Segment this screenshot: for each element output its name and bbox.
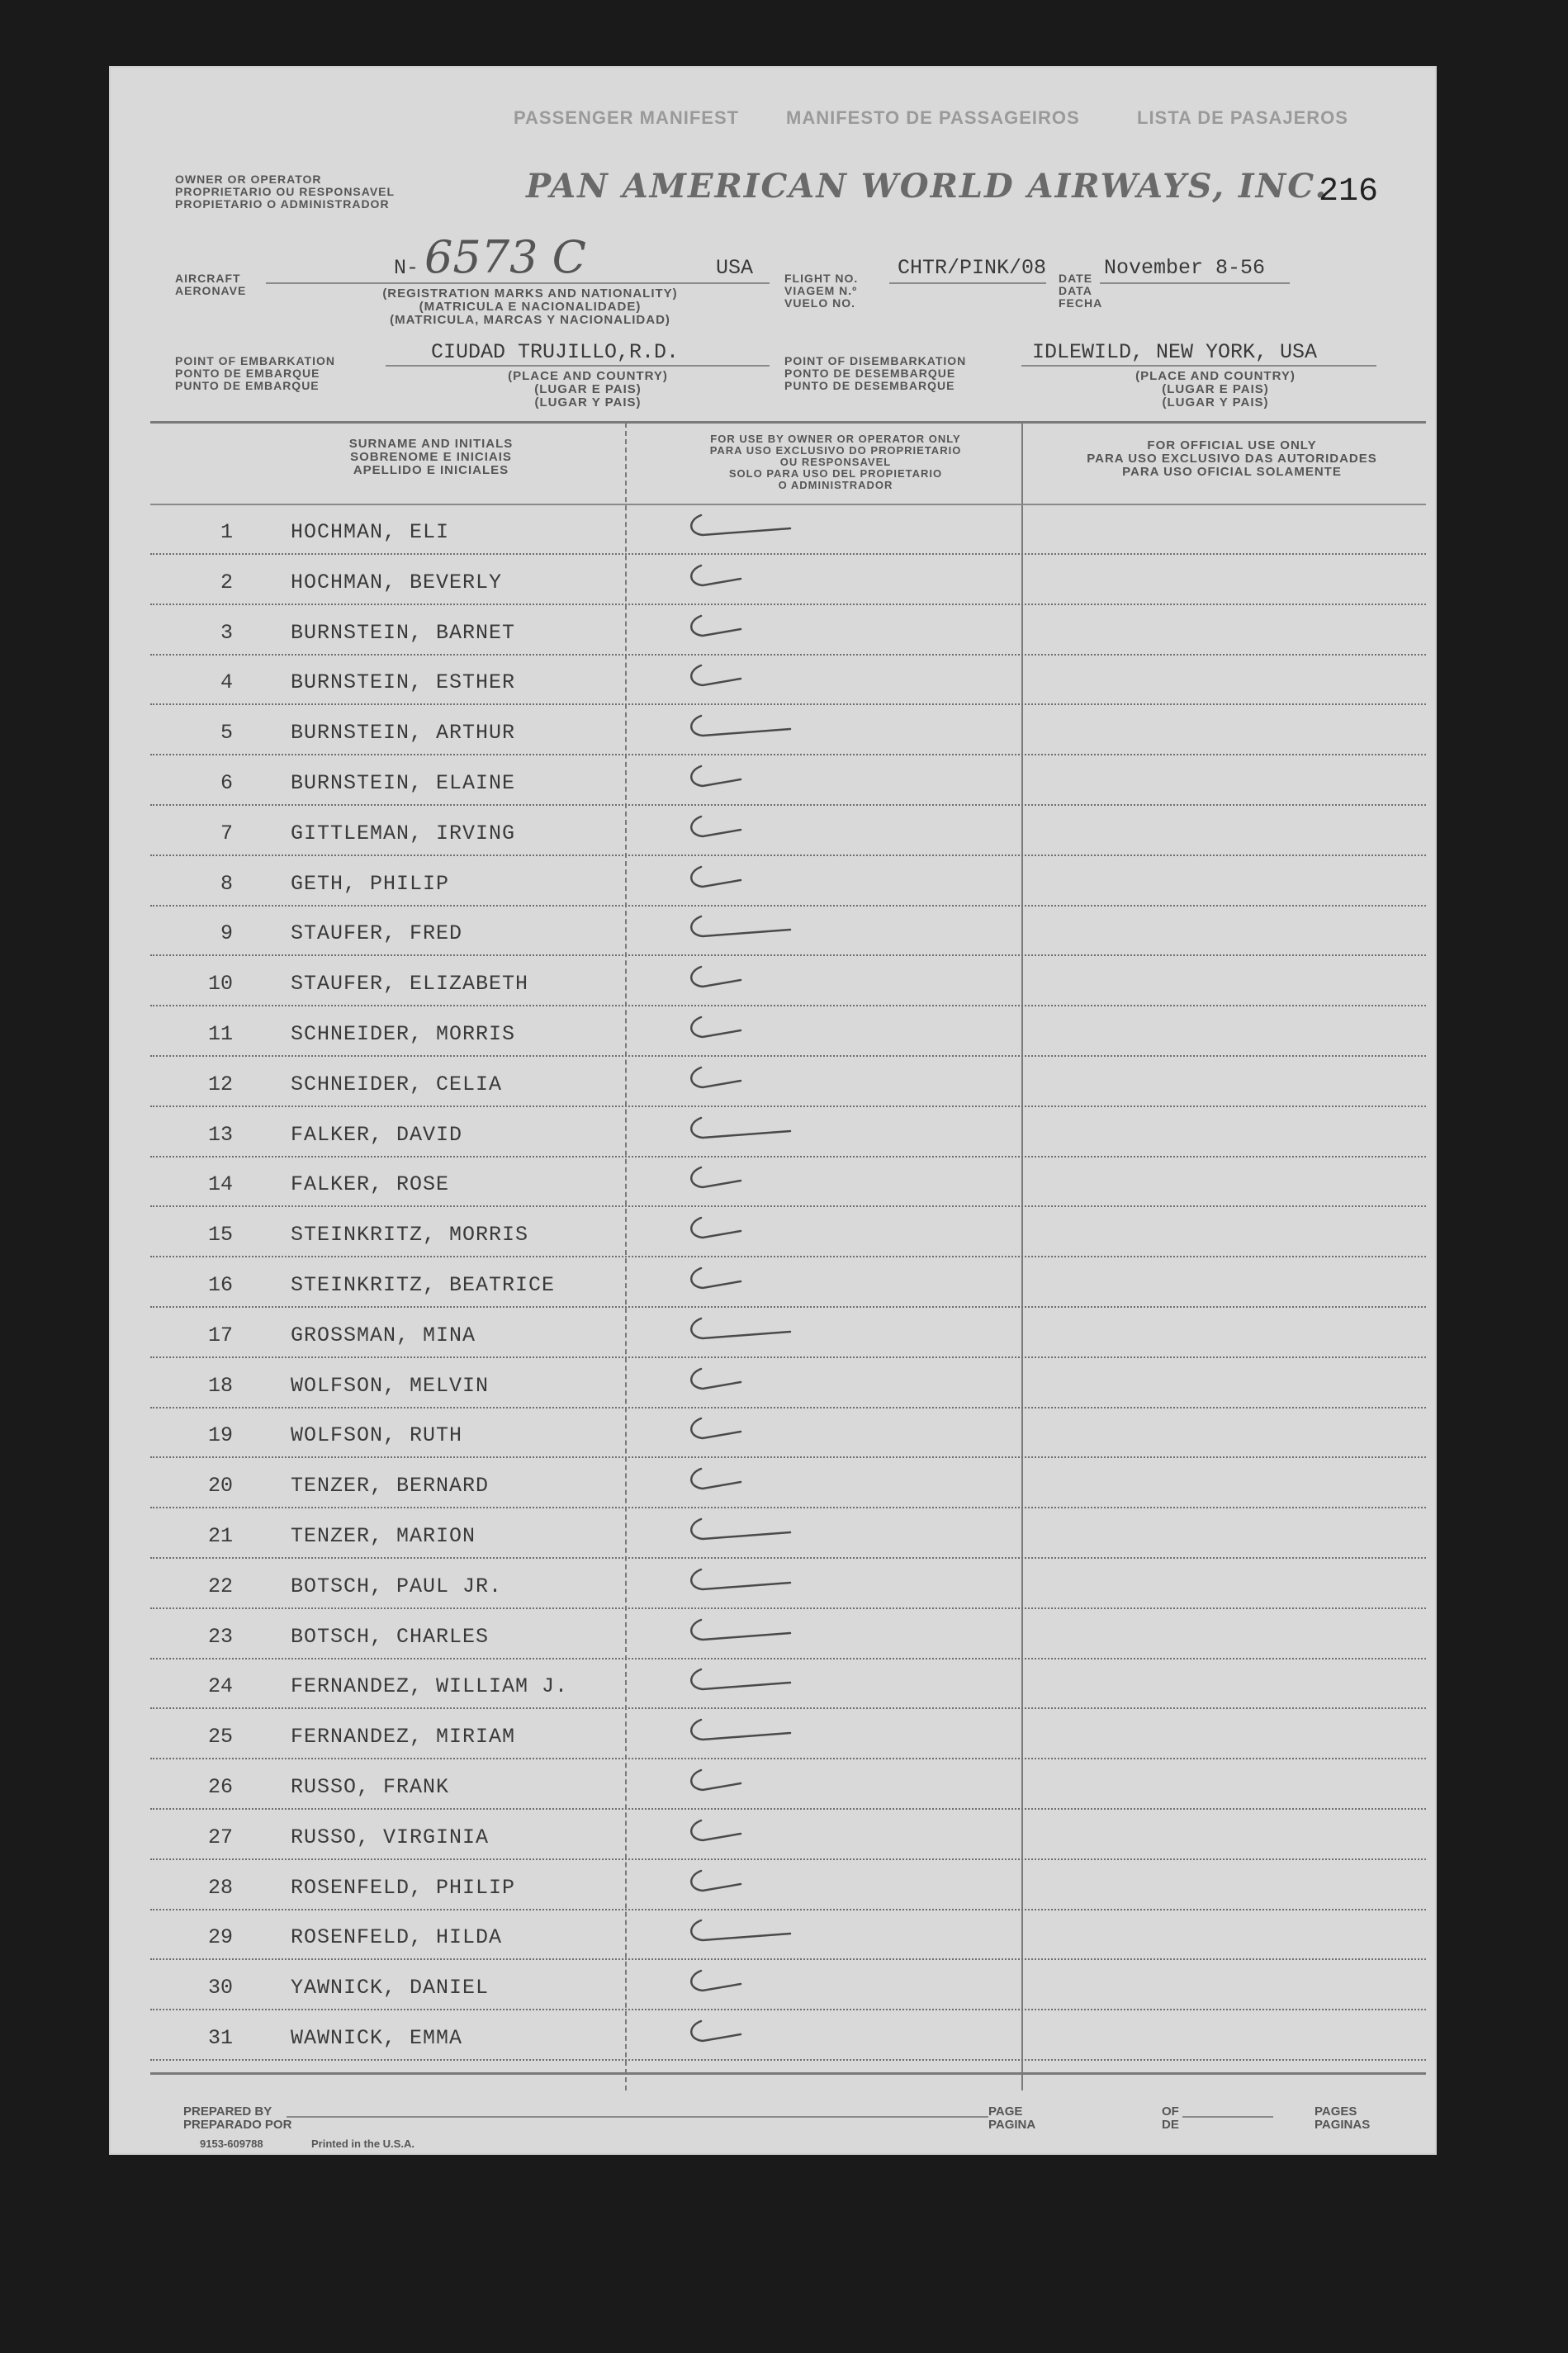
table-row xyxy=(150,1006,1426,1057)
disembarkation-place: IDLEWILD, NEW YORK, USA xyxy=(1032,340,1318,364)
table-row xyxy=(150,1106,1426,1158)
passenger-name: BURNSTEIN, ESTHER xyxy=(291,670,516,695)
row-number: 10 xyxy=(207,972,233,997)
check-mark-icon xyxy=(683,1713,798,1746)
row-number: 7 xyxy=(220,821,233,845)
embarkation-caption: (PLACE AND COUNTRY) (LUGAR E PAIS) (LUGAR Y PAIS) xyxy=(508,369,668,410)
embarkation-place: CIUDAD TRUJILLO,R.D. xyxy=(431,340,680,364)
check-mark-icon xyxy=(683,2014,798,2048)
passenger-name: SCHNEIDER, MORRIS xyxy=(291,1022,516,1046)
row-number: 29 xyxy=(207,1925,233,1950)
check-mark-icon xyxy=(683,509,798,542)
check-mark-icon xyxy=(683,860,798,893)
passenger-name: ROSENFELD, HILDA xyxy=(291,1925,503,1950)
table-row xyxy=(150,1407,1426,1458)
passenger-name: STAUFER, ELIZABETH xyxy=(291,972,529,997)
passenger-name: RUSSO, VIRGINIA xyxy=(291,1825,490,1849)
table-row xyxy=(150,1658,1426,1709)
row-number: 4 xyxy=(220,670,233,695)
row-number: 15 xyxy=(207,1223,233,1248)
check-mark-icon xyxy=(683,960,798,993)
check-mark-icon xyxy=(683,1262,798,1295)
check-mark-icon xyxy=(683,1814,798,1847)
page-label: PAGE PAGINA xyxy=(988,2104,1036,2132)
check-mark-icon xyxy=(683,709,798,742)
passenger-name: ROSENFELD, PHILIP xyxy=(291,1875,516,1900)
row-number: 22 xyxy=(207,1574,233,1598)
passenger-name: WOLFSON, MELVIN xyxy=(291,1373,490,1398)
table-row xyxy=(150,704,1426,755)
table-row xyxy=(150,805,1426,856)
check-mark-icon xyxy=(683,1563,798,1596)
passenger-name: FALKER, ROSE xyxy=(291,1172,450,1197)
check-mark-icon xyxy=(683,1011,798,1044)
passenger-name: STAUFER, FRED xyxy=(291,921,463,946)
passenger-name: WAWNICK, EMMA xyxy=(291,2026,463,2050)
passenger-name: HOCHMAN, ELI xyxy=(291,520,450,544)
title-english: PASSENGER MANIFEST xyxy=(514,107,740,128)
table-row xyxy=(150,1206,1426,1257)
passenger-name: STEINKRITZ, BEATRICE xyxy=(291,1273,556,1297)
check-mark-icon xyxy=(683,1663,798,1696)
row-number: 6 xyxy=(220,771,233,795)
disembarkation-caption: (PLACE AND COUNTRY) (LUGAR E PAIS) (LUGAR Y PAIS) xyxy=(1135,369,1296,410)
check-mark-icon xyxy=(683,559,798,592)
sheet-number: 216 xyxy=(1319,173,1379,211)
row-number: 12 xyxy=(207,1072,233,1096)
row-number: 31 xyxy=(207,2026,233,2050)
check-mark-icon xyxy=(683,1513,798,1546)
table-row xyxy=(150,2010,1426,2061)
passenger-name: FALKER, DAVID xyxy=(291,1122,463,1147)
prepared-by-label: PREPARED BY PREPARADO POR xyxy=(183,2104,292,2132)
column-names-header: SURNAME AND INITIALS SOBRENOME E INICIAIS APELLIDO E INICIALES xyxy=(348,437,514,477)
passenger-name: GITTLEMAN, IRVING xyxy=(291,821,516,845)
title-portuguese: MANIFESTO DE PASSAGEIROS xyxy=(786,107,1080,128)
table-row xyxy=(150,1909,1426,1960)
table-row xyxy=(150,1558,1426,1609)
check-mark-icon xyxy=(683,810,798,843)
row-number: 25 xyxy=(207,1725,233,1749)
check-mark-icon xyxy=(683,1061,798,1094)
check-mark-icon xyxy=(683,1914,798,1947)
row-number: 11 xyxy=(207,1022,233,1046)
row-number: 27 xyxy=(207,1825,233,1849)
table-row xyxy=(150,1809,1426,1860)
aircraft-prefix: N- xyxy=(394,256,419,280)
row-number: 17 xyxy=(207,1323,233,1347)
form-code: 9153-609788 xyxy=(200,2138,263,2150)
table-row xyxy=(150,1056,1426,1107)
aircraft-caption: (REGISTRATION MARKS AND NATIONALITY) (MATRICULA E NACIONALIDADE) (MATRICULA, MARCAS Y NACIONALIDAD) xyxy=(382,286,678,327)
table-row xyxy=(150,1457,1426,1508)
passenger-name: BURNSTEIN, ARTHUR xyxy=(291,721,516,746)
pages-label: PAGES PAGINAS xyxy=(1315,2104,1371,2132)
check-mark-icon xyxy=(683,1161,798,1194)
embarkation-label: POINT OF EMBARKATION PONTO DE EMBARQUE PUNTO DE EMBARQUE xyxy=(175,354,335,392)
aircraft-registration: 6573 C xyxy=(424,231,586,283)
row-number: 3 xyxy=(220,620,233,645)
table-row xyxy=(150,654,1426,705)
row-number: 13 xyxy=(207,1122,233,1147)
check-mark-icon xyxy=(683,1462,798,1495)
passenger-name: BURNSTEIN, ELAINE xyxy=(291,771,516,795)
table-row xyxy=(150,1608,1426,1659)
disembarkation-label: POINT OF DISEMBARKATION PONTO DE DESEMBARQUE PUNTO DE DESEMBARQUE xyxy=(784,354,967,392)
check-mark-icon xyxy=(683,659,798,692)
row-number: 24 xyxy=(207,1674,233,1699)
row-number: 1 xyxy=(220,520,233,544)
check-mark-icon xyxy=(683,1362,798,1395)
row-number: 19 xyxy=(207,1423,233,1448)
table-row xyxy=(150,1759,1426,1810)
flight-number: CHTR/PINK/08 xyxy=(898,256,1047,280)
row-number: 30 xyxy=(207,1976,233,2000)
check-mark-icon xyxy=(683,1312,798,1345)
check-mark-icon xyxy=(683,1211,798,1244)
passenger-name: HOCHMAN, BEVERLY xyxy=(291,570,503,594)
check-mark-icon xyxy=(683,760,798,793)
passenger-name: GETH, PHILIP xyxy=(291,871,450,896)
table-row xyxy=(150,604,1426,656)
table-row xyxy=(150,1508,1426,1559)
flight-label: FLIGHT NO. VIAGEM N.º VUELO NO. xyxy=(784,272,859,310)
owner-label: OWNER OR OPERATOR PROPRIETARIO OU RESPONSAVEL PROPIETARIO O ADMINISTRADOR xyxy=(175,173,396,211)
passenger-name: RUSSO, FRANK xyxy=(291,1775,450,1799)
passenger-name: BOTSCH, PAUL JR. xyxy=(291,1574,503,1598)
table-row xyxy=(150,504,1426,555)
table-row xyxy=(150,1357,1426,1408)
passenger-name: WOLFSON, RUTH xyxy=(291,1423,463,1448)
check-mark-icon xyxy=(683,1613,798,1646)
row-number: 21 xyxy=(207,1524,233,1548)
passenger-name: GROSSMAN, MINA xyxy=(291,1323,476,1347)
printed-in-usa: Printed in the U.S.A. xyxy=(311,2138,415,2150)
passenger-name: BOTSCH, CHARLES xyxy=(291,1624,490,1649)
table-row xyxy=(150,1708,1426,1759)
table-row xyxy=(150,1307,1426,1358)
date-label: DATE DATA FECHA xyxy=(1059,272,1103,310)
table-row xyxy=(150,1257,1426,1308)
row-number: 14 xyxy=(207,1172,233,1197)
column-owner-header: FOR USE BY OWNER OR OPERATOR ONLY PARA USO EXCLUSIVO DO PROPRIETARIO OU RESPONSAVEL SOLO PARA USO DEL PROPIETARIO O ADMINISTRADOR xyxy=(709,433,962,491)
table-row xyxy=(150,755,1426,806)
table-row xyxy=(150,554,1426,605)
check-mark-icon xyxy=(683,1412,798,1445)
passenger-name: STEINKRITZ, MORRIS xyxy=(291,1223,529,1248)
table-row xyxy=(150,1959,1426,2010)
table-row xyxy=(150,1156,1426,1207)
aircraft-nationality: USA xyxy=(716,256,754,280)
aircraft-label: AIRCRAFT AERONAVE xyxy=(175,272,247,297)
of-label: OF DE xyxy=(1162,2104,1179,2132)
row-number: 23 xyxy=(207,1624,233,1649)
passenger-name: TENZER, MARION xyxy=(291,1524,476,1548)
manifest-sheet xyxy=(109,66,1437,2155)
row-number: 2 xyxy=(220,570,233,594)
table-row xyxy=(150,1859,1426,1910)
passenger-name: SCHNEIDER, CELIA xyxy=(291,1072,503,1096)
check-mark-icon xyxy=(683,910,798,943)
row-number: 20 xyxy=(207,1474,233,1498)
table-row xyxy=(150,905,1426,956)
passenger-name: TENZER, BERNARD xyxy=(291,1474,490,1498)
row-number: 9 xyxy=(220,921,233,946)
passenger-name: FERNANDEZ, WILLIAM J. xyxy=(291,1674,569,1699)
check-mark-icon xyxy=(683,1864,798,1897)
row-number: 26 xyxy=(207,1775,233,1799)
passenger-name: BURNSTEIN, BARNET xyxy=(291,620,516,645)
check-mark-icon xyxy=(683,1111,798,1144)
row-number: 16 xyxy=(207,1273,233,1297)
table-row xyxy=(150,955,1426,1006)
flight-date: November 8-56 xyxy=(1104,256,1266,280)
row-number: 8 xyxy=(220,871,233,896)
title-spanish: LISTA DE PASAJEROS xyxy=(1137,107,1348,128)
row-number: 18 xyxy=(207,1373,233,1398)
column-official-header: FOR OFFICIAL USE ONLY PARA USO EXCLUSIVO DAS AUTORIDADES PARA USO OFICIAL SOLAMENTE xyxy=(1087,438,1377,479)
check-mark-icon xyxy=(683,1964,798,1997)
table-row xyxy=(150,855,1426,907)
airline-name: PAN AMERICAN WORLD AIRWAYS, INC. xyxy=(526,167,1329,206)
check-mark-icon xyxy=(683,609,798,642)
passenger-name: YAWNICK, DANIEL xyxy=(291,1976,490,2000)
row-number: 28 xyxy=(207,1875,233,1900)
check-mark-icon xyxy=(683,1764,798,1797)
row-number: 5 xyxy=(220,721,233,746)
passenger-name: FERNANDEZ, MIRIAM xyxy=(291,1725,516,1749)
